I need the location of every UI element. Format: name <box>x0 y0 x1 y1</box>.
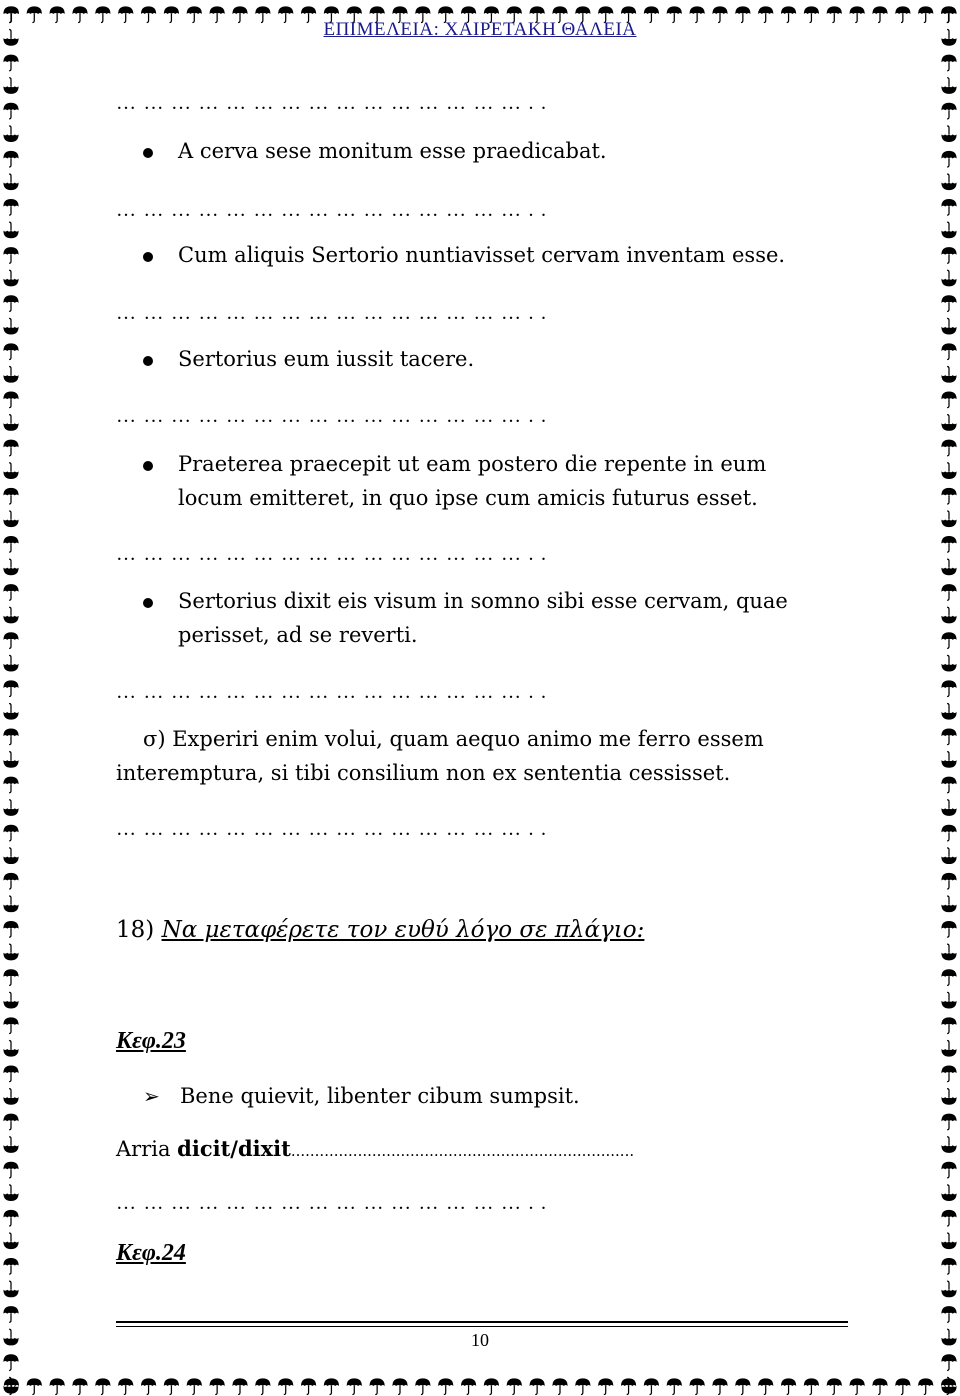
umbrella-icon <box>3 1017 18 1033</box>
umbrella-icon <box>3 247 18 263</box>
umbrella-icon <box>72 1378 87 1394</box>
umbrella-icon <box>3 199 18 215</box>
umbrella-icon <box>3 825 18 841</box>
umbrella-icon <box>3 969 18 985</box>
umbrella-icon <box>735 1378 750 1394</box>
question-number: 18) <box>116 917 155 943</box>
umbrella-icon <box>941 800 956 816</box>
umbrella-icon <box>3 703 18 719</box>
umbrella-icon <box>621 1378 636 1394</box>
umbrella-icon <box>3 1210 18 1226</box>
answer-line: ……………………………………….. <box>116 818 554 840</box>
umbrella-icon <box>3 1040 18 1056</box>
umbrella-icon <box>644 1378 659 1394</box>
umbrella-icon <box>461 1378 476 1394</box>
umbrella-icon <box>3 488 18 504</box>
exercise-item-line1: Sertorius dixit eis visum in somno sibi esse cervam, quae <box>178 589 788 613</box>
umbrella-icon <box>827 1378 842 1394</box>
umbrella-icon <box>941 1114 956 1130</box>
umbrella-icon <box>3 873 18 889</box>
umbrella-icon <box>941 270 956 286</box>
bullet-icon <box>143 148 153 158</box>
umbrella-icon <box>941 1306 956 1322</box>
umbrella-icon <box>941 536 956 552</box>
umbrella-icon <box>941 944 956 960</box>
umbrella-icon <box>941 752 956 768</box>
umbrella-icon <box>941 367 956 383</box>
umbrella-icon <box>95 1378 110 1394</box>
answer-line: ……………………………………….. <box>116 92 554 114</box>
umbrella-icon <box>3 295 18 311</box>
umbrella-icon <box>941 969 956 985</box>
umbrella-icon <box>301 1378 316 1394</box>
umbrella-icon <box>232 1378 247 1394</box>
umbrella-icon <box>324 1378 339 1394</box>
umbrella-icon <box>3 126 18 142</box>
arrow-bullet-icon: ➢ <box>143 1084 160 1108</box>
umbrella-icon <box>941 825 956 841</box>
umbrella-icon <box>941 655 956 671</box>
umbrella-icon <box>3 318 18 334</box>
umbrella-icon <box>3 1306 18 1322</box>
umbrella-icon <box>3 680 18 696</box>
umbrella-icon <box>415 1378 430 1394</box>
umbrella-icon <box>941 151 956 167</box>
answer-line: ……………………………………….. <box>116 1192 554 1214</box>
umbrella-icon <box>210 1378 225 1394</box>
arria-dots: ........................................................................ <box>290 1142 635 1160</box>
umbrella-icon <box>3 1354 18 1370</box>
exercise-item-line2: locum emitteret, in quo ipse cum amicis futurus esset. <box>178 486 758 510</box>
umbrella-icon <box>781 1378 796 1394</box>
umbrella-icon <box>3 944 18 960</box>
umbrella-icon <box>941 199 956 215</box>
umbrella-icon <box>712 1378 727 1394</box>
answer-line: ……………………………………….. <box>116 543 554 565</box>
umbrella-icon <box>941 463 956 479</box>
question-18 <box>116 917 644 943</box>
umbrella-icon <box>3 607 18 623</box>
umbrella-icon <box>3 440 18 456</box>
umbrella-icon <box>941 295 956 311</box>
umbrella-icon <box>941 680 956 696</box>
umbrella-icon <box>3 559 18 575</box>
umbrella-icon <box>3 174 18 190</box>
umbrella-icon <box>3 1377 18 1393</box>
answer-line: ……………………………………….. <box>116 302 554 324</box>
umbrella-icon <box>941 343 956 359</box>
umbrella-icon <box>941 1233 956 1249</box>
umbrella-icon <box>3 511 18 527</box>
answer-line: ……………………………………….. <box>116 681 554 703</box>
umbrella-icon <box>392 1378 407 1394</box>
page-number: 10 <box>471 1330 489 1350</box>
answer-line: ……………………………………….. <box>116 199 554 221</box>
umbrella-icon <box>941 174 956 190</box>
umbrella-icon <box>3 222 18 238</box>
umbrella-icon <box>895 1378 910 1394</box>
umbrella-icon <box>941 247 956 263</box>
umbrella-icon <box>552 1378 567 1394</box>
umbrella-icon <box>50 1378 65 1394</box>
umbrella-icon <box>3 1089 18 1105</box>
umbrella-icon <box>941 607 956 623</box>
umbrella-icon <box>3 584 18 600</box>
umbrella-icon <box>941 318 956 334</box>
arria-prefix: Arria <box>116 1137 178 1161</box>
umbrella-icon <box>141 1378 156 1394</box>
answer-line: ……………………………………….. <box>116 405 554 427</box>
umbrella-icon <box>3 415 18 431</box>
umbrella-icon <box>941 1258 956 1274</box>
umbrella-icon <box>941 415 956 431</box>
footer-rule-thin <box>116 1326 848 1327</box>
umbrella-icon <box>804 1378 819 1394</box>
umbrella-icon <box>575 1378 590 1394</box>
umbrella-icon <box>758 1378 773 1394</box>
umbrella-icon <box>3 1185 18 1201</box>
umbrella-icon <box>3 1281 18 1297</box>
umbrella-icon <box>118 1378 133 1394</box>
umbrella-icon <box>3 1258 18 1274</box>
umbrella-icon <box>3 921 18 937</box>
umbrella-icon <box>941 103 956 119</box>
umbrella-icon <box>941 1185 956 1201</box>
umbrella-icon <box>530 1378 545 1394</box>
umbrella-icon <box>941 55 956 71</box>
umbrella-icon <box>3 896 18 912</box>
umbrella-icon <box>941 584 956 600</box>
bottom-border <box>0 1372 960 1396</box>
umbrella-icon <box>918 1378 933 1394</box>
right-border <box>938 0 960 1396</box>
sigma-line2: interemptura, si tibi consilium non ex sententia cessisset. <box>116 761 731 785</box>
umbrella-icon <box>27 1378 42 1394</box>
umbrella-icon <box>187 1378 202 1394</box>
umbrella-icon <box>941 873 956 889</box>
umbrella-icon <box>941 703 956 719</box>
question-text: Να μεταφέρετε τον ευθύ λόγο σε πλάγιο: <box>161 917 645 943</box>
umbrella-icon <box>941 1089 956 1105</box>
umbrella-icon <box>3 103 18 119</box>
umbrella-icon <box>255 1378 270 1394</box>
umbrella-icon <box>941 1162 956 1178</box>
umbrella-icon <box>941 1040 956 1056</box>
umbrella-icon <box>941 392 956 408</box>
umbrella-icon <box>941 729 956 745</box>
umbrella-icon <box>872 1378 887 1394</box>
umbrella-icon <box>3 270 18 286</box>
umbrella-icon <box>3 1065 18 1081</box>
umbrella-icon <box>941 559 956 575</box>
chapter-24-heading: Κεφ.24 <box>116 1240 186 1266</box>
umbrella-icon <box>941 1281 956 1297</box>
umbrella-icon <box>850 1378 865 1394</box>
umbrella-icon <box>3 655 18 671</box>
umbrella-icon <box>370 1378 385 1394</box>
umbrella-icon <box>941 1377 956 1393</box>
umbrella-icon <box>598 1378 613 1394</box>
umbrella-icon <box>3 392 18 408</box>
umbrella-icon <box>3 55 18 71</box>
chapter-23-item: Bene quievit, libenter cibum sumpsit. <box>180 1084 580 1108</box>
umbrella-icon <box>3 800 18 816</box>
umbrella-icon <box>3 1233 18 1249</box>
umbrella-icon <box>941 777 956 793</box>
umbrella-icon <box>941 1210 956 1226</box>
umbrella-icon <box>941 1017 956 1033</box>
umbrella-icon <box>507 1378 522 1394</box>
umbrella-icon <box>941 848 956 864</box>
umbrella-icon <box>3 777 18 793</box>
umbrella-icon <box>3 463 18 479</box>
umbrella-icon <box>941 1354 956 1370</box>
chapter-23-heading: Κεφ.23 <box>116 1028 186 1054</box>
arria-line <box>116 1136 634 1161</box>
umbrella-icon <box>941 440 956 456</box>
bullet-icon <box>143 461 153 471</box>
left-border <box>0 0 22 1396</box>
umbrella-icon <box>278 1378 293 1394</box>
exercise-item: A cerva sese monitum esse praedicabat. <box>178 139 607 163</box>
footer-rule <box>116 1321 848 1323</box>
umbrella-icon <box>941 896 956 912</box>
umbrella-icon <box>3 151 18 167</box>
umbrella-icon <box>941 1137 956 1153</box>
umbrella-icon <box>3 752 18 768</box>
umbrella-icon <box>941 126 956 142</box>
bullet-icon <box>143 252 153 262</box>
umbrella-icon <box>3 1162 18 1178</box>
umbrella-icon <box>438 1378 453 1394</box>
umbrella-icon <box>3 367 18 383</box>
bullet-icon <box>143 598 153 608</box>
bullet-icon <box>143 356 153 366</box>
umbrella-icon <box>941 992 956 1008</box>
umbrella-icon <box>941 488 956 504</box>
exercise-item: Sertorius eum iussit tacere. <box>178 347 475 371</box>
umbrella-icon <box>347 1378 362 1394</box>
umbrella-icon <box>3 1114 18 1130</box>
umbrella-icon <box>3 848 18 864</box>
arria-verb: dicit/dixit <box>177 1136 291 1161</box>
umbrella-icon <box>3 1137 18 1153</box>
umbrella-icon <box>941 78 956 94</box>
umbrella-icon <box>690 1378 705 1394</box>
umbrella-icon <box>164 1378 179 1394</box>
umbrella-icon <box>3 992 18 1008</box>
umbrella-icon <box>3 536 18 552</box>
umbrella-icon <box>484 1378 499 1394</box>
exercise-item-line1: Praeterea praecepit ut eam postero die repente in eum <box>178 452 767 476</box>
umbrella-icon <box>3 78 18 94</box>
umbrella-icon <box>3 343 18 359</box>
exercise-item-line2: perisset, ad se reverti. <box>178 623 418 647</box>
umbrella-icon <box>941 921 956 937</box>
umbrella-icon <box>667 1378 682 1394</box>
umbrella-icon <box>3 632 18 648</box>
exercise-item: Cum aliquis Sertorio nuntiavisset cervam inventam esse. <box>178 243 786 267</box>
umbrella-icon <box>941 511 956 527</box>
sigma-line1: σ) Experiri enim volui, quam aequo animo me ferro essem <box>143 727 764 751</box>
umbrella-icon <box>941 1065 956 1081</box>
page-header: ΕΠΙΜΕΛΕΙΑ: ΧΑΙΡΕΤΑΚΗ ΘΑΛΕΙΑ <box>323 19 637 40</box>
umbrella-icon <box>941 632 956 648</box>
umbrella-icon <box>941 222 956 238</box>
umbrella-icon <box>3 729 18 745</box>
